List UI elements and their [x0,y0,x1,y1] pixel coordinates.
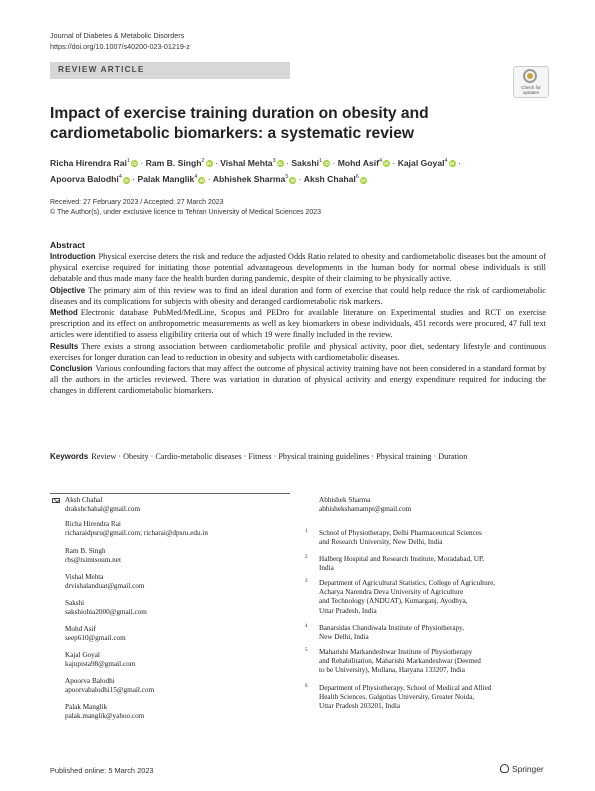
contact-entry: Abhishek Sharma abhishekshamampt@gmail.com [319,496,549,514]
abstract-heading: Abstract [50,240,85,250]
article-dates [50,198,321,217]
published-online: Published online: 5 March 2023 [50,766,154,775]
abstract-results: Results There exists a strong association between cardiometabolic profile and physical activity, poor diet, sedentary lifestyle and continuous exercises for longer duration can lead to reduction in obesity and subjects with cardiometabolic diseases. [50,341,546,362]
footnote-divider [50,493,290,494]
check-updates-label: Check for updates [521,85,541,95]
email-link[interactable]: abhishekshamampt@gmail.com [319,504,412,513]
author[interactable]: Vishal Mehta$^3$ iD [220,157,283,168]
orcid-icon[interactable]: iD [277,161,283,167]
abstract-objective: Objective The primary aim of this review was to find an ideal duration and form of exercise that could help reduce the risk of cardiometabolic diseases and its complications for subjects with obesity and deranged cardiometabolic risk markers. [50,285,546,306]
contact-entry: Ram B. Singh rbs@tsimtsoum.net [65,547,295,565]
keywords: Keywords Review · Obesity · Cardio-metabolic diseases · Fitness · Physical training guidelines · Physical training · Duration [50,452,468,461]
author[interactable]: Richa Hirendra Rai$^1$ iD [50,157,137,168]
email-link[interactable]: drakshchahal@gmail.com [65,504,141,513]
contact-entry: Aksh Chahal drakshchahal@gmail.com [65,496,295,514]
contact-entry: Vishal Mehta drvishalanduat@gmail.com [65,573,295,591]
abstract-method: Method Electronic database PubMed/MedLine, Scopus and PEDro for available literature on Experimental studies and RCT on exercise prescription and its effect on anthropometric measurements as well as key biomarkers in obese individuals, 451 records were procured, 47 full text articles were identified to assess eligibility criteria out of which 19 were finally included in the review. [50,308,546,340]
orcid-icon[interactable]: iD [384,161,389,167]
doi-link[interactable]: https://doi.org/10.1007/s40200-023-01219-z [50,41,190,51]
orcid-icon[interactable]: iD [449,161,455,167]
contact-entry: Mohd Asif seep610@gmail.com [65,625,295,643]
author[interactable]: Palak Manglik$^4$ iD [137,174,205,185]
email-link[interactable]: richaraidpsru@gmail.com; richarai@dpsru.edu.in [65,528,208,537]
contact-entry: Richa Hirendra Rai richaraidpsru@gmail.com; richarai@dpsru.edu.in [65,520,295,538]
orcid-icon[interactable]: iD [290,177,296,183]
paper-title: Impact of exercise training duration on obesity and cardiometabolic biomarkers: a systematic review [50,105,429,142]
email-link[interactable]: palak.manglik@yahoo.com [65,711,145,720]
author[interactable]: Ram B. Singh$^2$ iD [145,157,212,168]
check-for-updates-button[interactable] [513,66,549,98]
abstract [50,239,546,397]
author[interactable]: Aksh Chahal$^6$ iD [303,174,366,185]
copyright-line: © The Author(s), under exclusive licence to Tehran University of Medical Sciences 2023 [50,208,322,216]
article-type-bar [50,62,290,79]
orcid-icon[interactable]: iD [199,177,205,183]
author[interactable]: Apoorva Balodhi$^4$ iD [50,174,129,185]
crossmark-icon [523,69,537,83]
orcid-icon[interactable]: iD [324,161,329,167]
email-link[interactable]: sakshiohia2000@gmail.com [65,607,147,616]
received-accepted: Received: 27 February 2023 / Accepted: 27 March 2023 [50,199,224,206]
email-link[interactable]: kajupista98@gmail.com [65,659,136,668]
contact-entry: Sakshi sakshiohia2000@gmail.com [65,599,295,617]
email-link[interactable]: rbs@tsimtsoum.net [65,555,121,564]
orcid-icon[interactable]: iD [361,177,366,183]
springer-logo: Springer [500,764,544,774]
abstract-introduction: Introduction Physical exercise deters the risk and reduce the adjusted Odds Ratio related to obesity and cardiometabolic diseases but the amount of physical exercise required for initiating those potential advantageous developments in the human body for normal obese individuals is still debatable and thus made many face the health burden during pandemic, despite of their claiming to be physically active. [50,252,546,284]
email-link[interactable]: seep610@gmail.com [65,633,126,642]
email-link[interactable]: drvishalanduat@gmail.com [65,581,145,590]
orcid-icon[interactable]: iD [124,177,129,183]
article-type-label: REVIEW ARTICLE [58,65,145,74]
contact-entry: Palak Manglik palak.manglik@yahoo.com [65,703,295,721]
author[interactable]: Kajal Goyal$^4$ iD [397,157,455,168]
author-list: Richa Hirendra Rai$^1$ iD · Ram B. Singh$^2$ iD · Vishal Mehta$^3$ iD · Sakshi$^1$ iD · Mohd Asif$^4$ iD · Kajal Goyal$^4$ iD · Apoorva Balodhi$^4$ iD · Palak Manglik$^4$ iD · Abhishek Sharma$^5$ iD · Aksh Chahal$^6$ iD [50,157,461,185]
author[interactable]: Mohd Asif$^4$ iD [337,157,389,168]
orcid-icon[interactable]: iD [206,161,212,167]
journal-header [50,31,190,52]
orcid-icon[interactable]: iD [132,161,137,167]
email-link[interactable]: apoorvabalodhi15@gmail.com [65,685,155,694]
contact-entry: Apoorva Balodhi apoorvabalodhi15@gmail.com [65,677,295,695]
author[interactable]: Abhishek Sharma$^5$ iD [212,174,296,185]
springer-horse-icon [500,764,509,773]
contact-entry: Kajal Goyal kajupista98@gmail.com [65,651,295,669]
author[interactable]: Sakshi$^1$ iD [291,157,329,168]
abstract-conclusion: Conclusion Various confounding factors that may affect the outcome of physical activity training have not been considered in a standard format by all the authors in the articles reviewed. There was variation in duration of physical activity and energy expenditure required for inducing the changes in different cardiometabolic biomarkers. [50,364,546,396]
mail-icon [52,498,60,503]
journal-name: Journal of Diabetes & Metabolic Disorders [50,31,185,40]
